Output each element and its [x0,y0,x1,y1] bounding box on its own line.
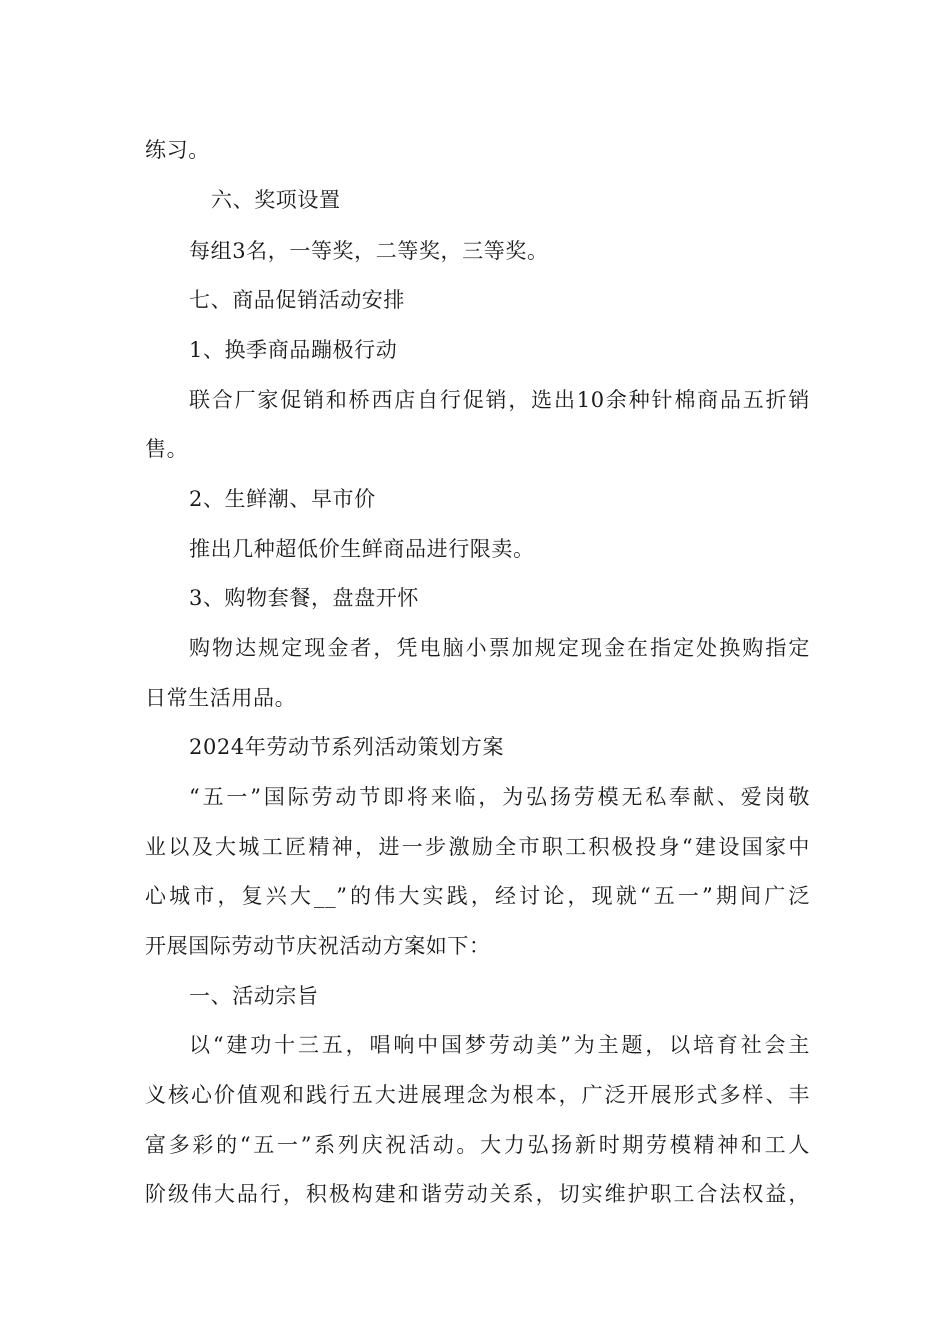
text-line: “五一”国际劳动节即将来临，为弘扬劳模无私奉献、爱岗敬 [189,785,810,809]
subsection-heading: 3、购物套餐，盘盘开怀 [189,586,419,610]
text-line: 购物达规定现金者，凭电脑小票加规定现金在指定处换购指定 [189,636,810,660]
section-heading: 一、活动宗旨 [189,984,319,1008]
text-line: 心城市，复兴大__”的伟大实践，经讨论，现就“五一”期间广泛 [145,884,810,908]
article-title: 2024年劳动节系列活动策划方案 [189,735,505,759]
text-line: 日常生活用品。 [145,686,297,710]
text-line: 以“建功十三五，唱响中国梦劳动美”为主题，以培育社会主 [189,1033,810,1057]
section-heading: 七、商品促销活动安排 [189,288,405,312]
text-line: 售。 [145,437,189,461]
section-heading: 六、奖项设置 [211,188,341,212]
subsection-heading: 2、生鲜潮、早市价 [189,487,376,511]
text-line: 富多彩的“五一”系列庆祝活动。大力弘扬新时期劳模精神和工人 [145,1133,810,1157]
text-line: 每组3名，一等奖，二等奖，三等奖。 [189,239,549,263]
text-line: 开展国际劳动节庆祝活动方案如下： [145,934,491,958]
subsection-heading: 1、换季商品蹦极行动 [189,338,398,362]
text-line: 义核心价值观和践行五大进展理念为根本，广泛开展形式多样、丰 [145,1083,810,1107]
text-line: 业以及大城工匠精神，进一步激励全市职工积极投身“建设国家中 [145,835,810,859]
text-line: 练习。 [145,138,210,162]
text-line: 联合厂家促销和桥西店自行促销，选出10余种针棉商品五折销 [189,388,810,412]
text-line: 阶级伟大品行，积极构建和谐劳动关系，切实维护职工合法权益， [145,1182,810,1206]
text-line: 推出几种超低价生鲜商品进行限卖。 [189,537,535,561]
